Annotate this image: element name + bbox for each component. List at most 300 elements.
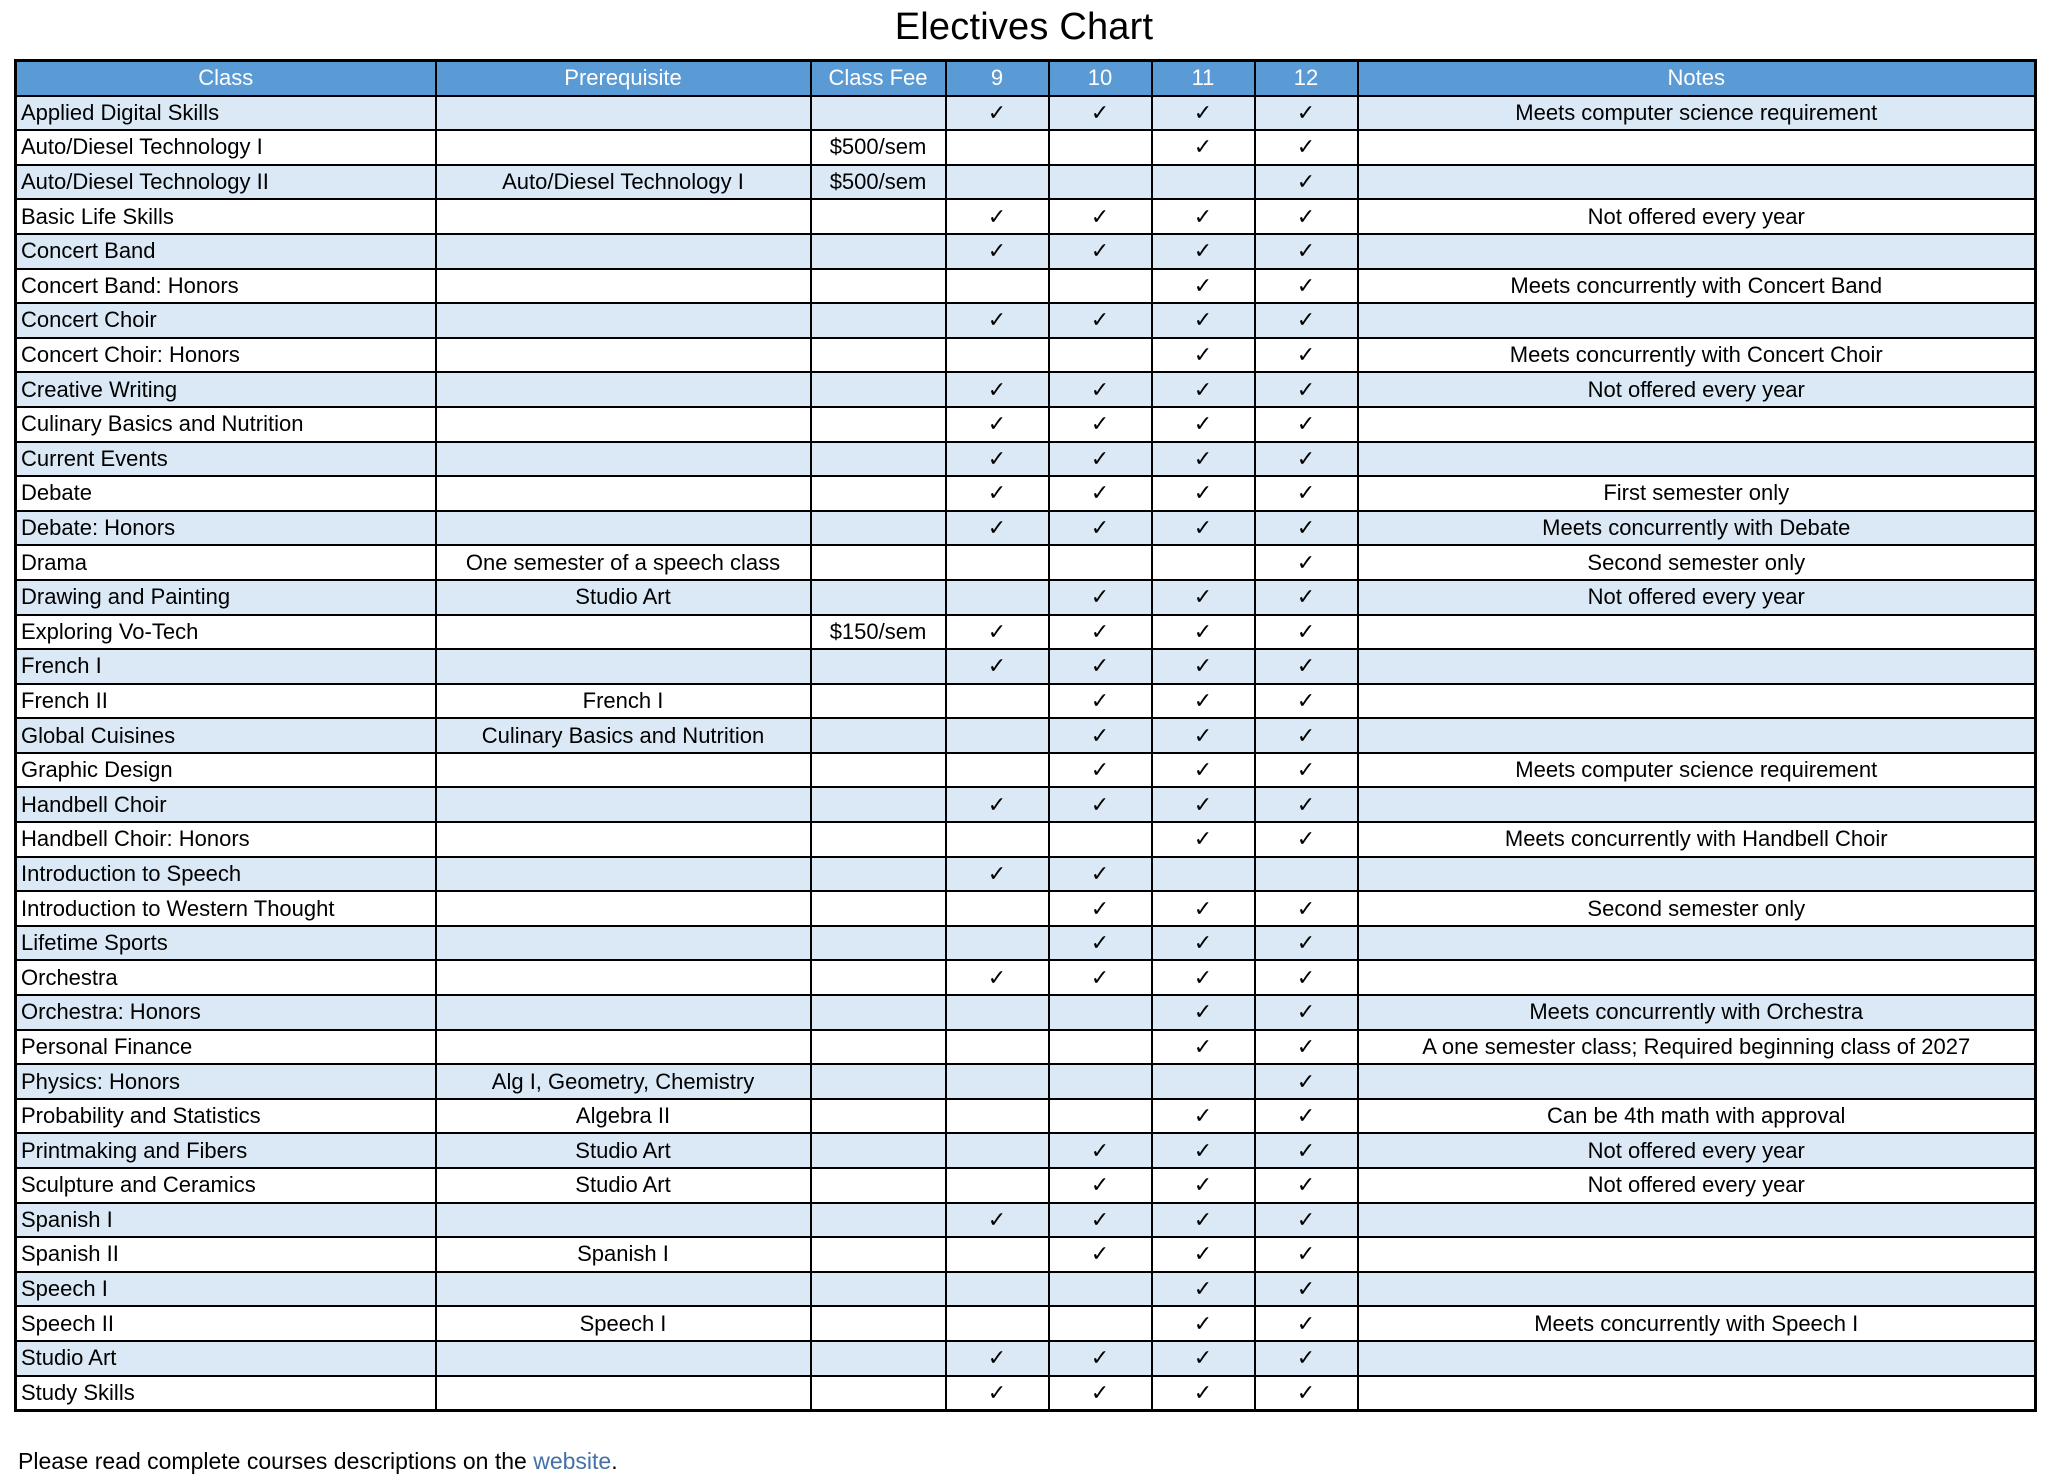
checkmark-icon: ✓	[1296, 342, 1316, 368]
checkmark-icon: ✓	[1090, 757, 1110, 783]
checkmark-icon: ✓	[987, 653, 1007, 679]
cell-class: Printmaking and Fibers	[16, 1133, 436, 1168]
cell-grade-10	[1049, 130, 1152, 165]
cell-grade-11	[1152, 96, 1255, 131]
cell-class: Debate: Honors	[16, 511, 436, 546]
table-row	[16, 511, 2036, 546]
cell-class: Concert Band: Honors	[16, 269, 436, 304]
cell-class-fee	[811, 1064, 946, 1099]
cell-class: Studio Art	[16, 1341, 436, 1376]
table-row	[16, 684, 2036, 719]
checkmark-icon: ✓	[1193, 826, 1213, 852]
cell-grade-12	[1255, 545, 1358, 580]
checkmark-icon: ✓	[1090, 1206, 1110, 1232]
cell-class-fee	[811, 372, 946, 407]
cell-class: Spanish II	[16, 1237, 436, 1272]
checkmark-icon: ✓	[1296, 203, 1316, 229]
column-header-grade-11: 11	[1152, 61, 1255, 96]
checkmark-icon: ✓	[1296, 411, 1316, 437]
cell-notes	[1358, 165, 2036, 200]
cell-prerequisite	[436, 338, 811, 373]
checkmark-icon: ✓	[1193, 515, 1213, 541]
cell-notes: Meets concurrently with Orchestra	[1358, 995, 2036, 1030]
cell-grade-9	[946, 926, 1049, 961]
cell-grade-11	[1152, 1064, 1255, 1099]
cell-grade-10	[1049, 96, 1152, 131]
cell-notes	[1358, 1272, 2036, 1307]
cell-grade-12	[1255, 442, 1358, 477]
cell-notes: First semester only	[1358, 476, 2036, 511]
checkmark-icon: ✓	[1193, 203, 1213, 229]
checkmark-icon: ✓	[1193, 1172, 1213, 1198]
cell-notes: Not offered every year	[1358, 1168, 2036, 1203]
checkmark-icon: ✓	[987, 618, 1007, 644]
cell-prerequisite	[436, 269, 811, 304]
cell-grade-10	[1049, 891, 1152, 926]
cell-notes	[1358, 926, 2036, 961]
cell-class: Speech II	[16, 1306, 436, 1341]
cell-class-fee	[811, 580, 946, 615]
checkmark-icon: ✓	[1090, 964, 1110, 990]
table-row	[16, 199, 2036, 234]
checkmark-icon: ✓	[1193, 1310, 1213, 1336]
table-row	[16, 1272, 2036, 1307]
cell-notes	[1358, 857, 2036, 892]
cell-notes: Can be 4th math with approval	[1358, 1099, 2036, 1134]
cell-class: Basic Life Skills	[16, 199, 436, 234]
table-row	[16, 545, 2036, 580]
checkmark-icon: ✓	[1296, 376, 1316, 402]
checkmark-icon: ✓	[987, 860, 1007, 886]
checkmark-icon: ✓	[1193, 1276, 1213, 1302]
cell-notes: Meets computer science requirement	[1358, 96, 2036, 131]
checkmark-icon: ✓	[987, 411, 1007, 437]
cell-prerequisite	[436, 511, 811, 546]
cell-grade-11	[1152, 1030, 1255, 1065]
cell-grade-12	[1255, 1237, 1358, 1272]
cell-grade-11	[1152, 1237, 1255, 1272]
checkmark-icon: ✓	[1193, 1137, 1213, 1163]
checkmark-icon: ✓	[1090, 376, 1110, 402]
checkmark-icon: ✓	[1193, 1241, 1213, 1267]
cell-grade-12	[1255, 1168, 1358, 1203]
cell-grade-10	[1049, 1099, 1152, 1134]
cell-prerequisite	[436, 787, 811, 822]
cell-class: Orchestra	[16, 960, 436, 995]
checkmark-icon: ✓	[1090, 1137, 1110, 1163]
table-row	[16, 303, 2036, 338]
cell-class: Study Skills	[16, 1376, 436, 1411]
cell-grade-11	[1152, 303, 1255, 338]
cell-grade-11	[1152, 442, 1255, 477]
cell-notes	[1358, 1341, 2036, 1376]
cell-grade-9	[946, 1341, 1049, 1376]
cell-grade-9	[946, 1237, 1049, 1272]
cell-grade-12	[1255, 787, 1358, 822]
cell-grade-10	[1049, 753, 1152, 788]
cell-grade-12	[1255, 580, 1358, 615]
cell-prerequisite	[436, 303, 811, 338]
cell-notes: Second semester only	[1358, 891, 2036, 926]
checkmark-icon: ✓	[1296, 1206, 1316, 1232]
cell-class: Lifetime Sports	[16, 926, 436, 961]
cell-grade-10	[1049, 372, 1152, 407]
cell-class-fee	[811, 1030, 946, 1065]
cell-grade-10	[1049, 580, 1152, 615]
cell-notes: Not offered every year	[1358, 1133, 2036, 1168]
cell-grade-11	[1152, 372, 1255, 407]
checkmark-icon: ✓	[1296, 1345, 1316, 1371]
checkmark-icon: ✓	[1090, 1172, 1110, 1198]
checkmark-icon: ✓	[1296, 307, 1316, 333]
table-body	[16, 96, 2036, 1411]
cell-grade-11	[1152, 130, 1255, 165]
cell-notes: Not offered every year	[1358, 372, 2036, 407]
checkmark-icon: ✓	[1090, 480, 1110, 506]
cell-class-fee	[811, 649, 946, 684]
cell-grade-9	[946, 787, 1049, 822]
checkmark-icon: ✓	[1296, 480, 1316, 506]
cell-grade-12	[1255, 684, 1358, 719]
checkmark-icon: ✓	[1090, 411, 1110, 437]
cell-notes	[1358, 649, 2036, 684]
checkmark-icon: ✓	[1296, 999, 1316, 1025]
cell-prerequisite: Studio Art	[436, 1133, 811, 1168]
cell-grade-12	[1255, 753, 1358, 788]
cell-class: Speech I	[16, 1272, 436, 1307]
checkmark-icon: ✓	[987, 1206, 1007, 1232]
cell-grade-9	[946, 822, 1049, 857]
checkmark-icon: ✓	[1193, 930, 1213, 956]
checkmark-icon: ✓	[1296, 445, 1316, 471]
cell-class-fee	[811, 234, 946, 269]
cell-class: Concert Band	[16, 234, 436, 269]
cell-grade-12	[1255, 1272, 1358, 1307]
cell-grade-11	[1152, 615, 1255, 650]
website-link[interactable]: website	[533, 1448, 612, 1475]
table-row	[16, 580, 2036, 615]
cell-notes	[1358, 1064, 2036, 1099]
table-row	[16, 96, 2036, 131]
table-row	[16, 822, 2036, 857]
cell-class-fee	[811, 338, 946, 373]
cell-grade-10	[1049, 787, 1152, 822]
cell-grade-10	[1049, 857, 1152, 892]
cell-notes: Meets computer science requirement	[1358, 753, 2036, 788]
cell-grade-12	[1255, 1133, 1358, 1168]
checkmark-icon: ✓	[1090, 515, 1110, 541]
checkmark-icon: ✓	[1090, 895, 1110, 921]
footer-text-after: .	[611, 1448, 618, 1475]
checkmark-icon: ✓	[1193, 1103, 1213, 1129]
cell-grade-10	[1049, 926, 1152, 961]
cell-prerequisite: Studio Art	[436, 1168, 811, 1203]
cell-prerequisite	[436, 615, 811, 650]
cell-grade-9	[946, 199, 1049, 234]
cell-grade-12	[1255, 1099, 1358, 1134]
cell-class-fee	[811, 407, 946, 442]
cell-grade-12	[1255, 199, 1358, 234]
cell-class-fee	[811, 1341, 946, 1376]
cell-grade-11	[1152, 1203, 1255, 1238]
cell-prerequisite	[436, 96, 811, 131]
cell-prerequisite	[436, 476, 811, 511]
checkmark-icon: ✓	[987, 791, 1007, 817]
cell-class: Personal Finance	[16, 1030, 436, 1065]
checkmark-icon: ✓	[1090, 238, 1110, 264]
table-row	[16, 1030, 2036, 1065]
cell-grade-12	[1255, 234, 1358, 269]
table-row	[16, 1306, 2036, 1341]
cell-notes: Not offered every year	[1358, 580, 2036, 615]
checkmark-icon: ✓	[1193, 687, 1213, 713]
cell-class-fee	[811, 511, 946, 546]
cell-notes	[1358, 303, 2036, 338]
checkmark-icon: ✓	[1193, 1345, 1213, 1371]
cell-notes	[1358, 960, 2036, 995]
cell-class-fee	[811, 303, 946, 338]
checkmark-icon: ✓	[1193, 411, 1213, 437]
cell-grade-11	[1152, 718, 1255, 753]
cell-grade-10	[1049, 822, 1152, 857]
cell-grade-12	[1255, 891, 1358, 926]
cell-grade-11	[1152, 165, 1255, 200]
cell-grade-10	[1049, 1306, 1152, 1341]
cell-class: Auto/Diesel Technology I	[16, 130, 436, 165]
column-header-class-fee: Class Fee	[811, 61, 946, 96]
cell-class: Handbell Choir: Honors	[16, 822, 436, 857]
table-row	[16, 165, 2036, 200]
checkmark-icon: ✓	[1296, 1276, 1316, 1302]
checkmark-icon: ✓	[987, 238, 1007, 264]
table-row	[16, 372, 2036, 407]
table-row	[16, 649, 2036, 684]
cell-class-fee	[811, 1099, 946, 1134]
cell-grade-10	[1049, 1341, 1152, 1376]
cell-prerequisite	[436, 649, 811, 684]
footer-note	[0, 1412, 2048, 1475]
cell-prerequisite	[436, 442, 811, 477]
cell-class: Current Events	[16, 442, 436, 477]
cell-grade-11	[1152, 649, 1255, 684]
checkmark-icon: ✓	[1296, 1137, 1316, 1163]
cell-prerequisite: Studio Art	[436, 580, 811, 615]
cell-notes: Meets concurrently with Handbell Choir	[1358, 822, 2036, 857]
checkmark-icon: ✓	[1296, 618, 1316, 644]
cell-prerequisite: Algebra II	[436, 1099, 811, 1134]
cell-notes	[1358, 787, 2036, 822]
cell-class-fee	[811, 1203, 946, 1238]
cell-prerequisite	[436, 1203, 811, 1238]
cell-class-fee: $500/sem	[811, 165, 946, 200]
cell-grade-11	[1152, 1168, 1255, 1203]
cell-grade-10	[1049, 1203, 1152, 1238]
table-row	[16, 995, 2036, 1030]
cell-grade-10	[1049, 234, 1152, 269]
table-row	[16, 1168, 2036, 1203]
checkmark-icon: ✓	[987, 515, 1007, 541]
checkmark-icon: ✓	[1090, 653, 1110, 679]
cell-grade-10	[1049, 442, 1152, 477]
checkmark-icon: ✓	[987, 1345, 1007, 1371]
cell-grade-9	[946, 960, 1049, 995]
cell-grade-9	[946, 476, 1049, 511]
cell-prerequisite	[436, 372, 811, 407]
checkmark-icon: ✓	[1090, 930, 1110, 956]
cell-prerequisite: Culinary Basics and Nutrition	[436, 718, 811, 753]
cell-class-fee	[811, 718, 946, 753]
checkmark-icon: ✓	[1090, 687, 1110, 713]
cell-grade-9	[946, 1099, 1049, 1134]
cell-grade-12	[1255, 96, 1358, 131]
cell-grade-9	[946, 718, 1049, 753]
cell-grade-12	[1255, 718, 1358, 753]
table-row	[16, 1237, 2036, 1272]
cell-class: Global Cuisines	[16, 718, 436, 753]
checkmark-icon: ✓	[1296, 1103, 1316, 1129]
table-row	[16, 1376, 2036, 1411]
cell-grade-11	[1152, 1099, 1255, 1134]
checkmark-icon: ✓	[1193, 964, 1213, 990]
cell-grade-10	[1049, 165, 1152, 200]
checkmark-icon: ✓	[1296, 895, 1316, 921]
cell-grade-12	[1255, 857, 1358, 892]
table-row	[16, 234, 2036, 269]
column-header-grade-9: 9	[946, 61, 1049, 96]
cell-class: Physics: Honors	[16, 1064, 436, 1099]
cell-class: Concert Choir: Honors	[16, 338, 436, 373]
cell-grade-9	[946, 1272, 1049, 1307]
table-row	[16, 442, 2036, 477]
cell-grade-9	[946, 615, 1049, 650]
checkmark-icon: ✓	[1193, 584, 1213, 610]
cell-grade-10	[1049, 1376, 1152, 1411]
cell-prerequisite: Auto/Diesel Technology I	[436, 165, 811, 200]
cell-notes	[1358, 615, 2036, 650]
cell-grade-11	[1152, 1376, 1255, 1411]
cell-class: Sculpture and Ceramics	[16, 1168, 436, 1203]
cell-notes	[1358, 407, 2036, 442]
cell-class: Introduction to Speech	[16, 857, 436, 892]
page-title: Electives Chart	[894, 6, 1154, 48]
cell-grade-9	[946, 1203, 1049, 1238]
cell-class: Introduction to Western Thought	[16, 891, 436, 926]
cell-notes: A one semester class; Required beginning class of 2027	[1358, 1030, 2036, 1065]
header-row	[16, 61, 2036, 96]
cell-notes: Not offered every year	[1358, 199, 2036, 234]
checkmark-icon: ✓	[1296, 757, 1316, 783]
cell-grade-11	[1152, 684, 1255, 719]
cell-grade-10	[1049, 269, 1152, 304]
cell-grade-11	[1152, 995, 1255, 1030]
cell-class: French I	[16, 649, 436, 684]
checkmark-icon: ✓	[1090, 722, 1110, 748]
cell-prerequisite	[436, 1341, 811, 1376]
cell-grade-12	[1255, 1203, 1358, 1238]
checkmark-icon: ✓	[1090, 307, 1110, 333]
checkmark-icon: ✓	[1296, 1241, 1316, 1267]
cell-grade-12	[1255, 407, 1358, 442]
table-row	[16, 615, 2036, 650]
cell-grade-9	[946, 165, 1049, 200]
cell-grade-11	[1152, 960, 1255, 995]
checkmark-icon: ✓	[1296, 134, 1316, 160]
checkmark-icon: ✓	[1193, 480, 1213, 506]
cell-notes: Meets concurrently with Concert Choir	[1358, 338, 2036, 373]
checkmark-icon: ✓	[1193, 307, 1213, 333]
cell-grade-12	[1255, 303, 1358, 338]
checkmark-icon: ✓	[1296, 1379, 1316, 1405]
cell-grade-10	[1049, 1030, 1152, 1065]
cell-notes: Meets concurrently with Concert Band	[1358, 269, 2036, 304]
cell-prerequisite: Spanish I	[436, 1237, 811, 1272]
cell-class-fee	[811, 1376, 946, 1411]
checkmark-icon: ✓	[1090, 584, 1110, 610]
cell-prerequisite	[436, 1376, 811, 1411]
table-row	[16, 1099, 2036, 1134]
cell-grade-11	[1152, 269, 1255, 304]
cell-grade-10	[1049, 199, 1152, 234]
checkmark-icon: ✓	[987, 480, 1007, 506]
cell-notes	[1358, 442, 2036, 477]
cell-grade-9	[946, 130, 1049, 165]
cell-class: Drama	[16, 545, 436, 580]
cell-grade-9	[946, 1376, 1049, 1411]
checkmark-icon: ✓	[987, 445, 1007, 471]
cell-prerequisite	[436, 822, 811, 857]
cell-grade-10	[1049, 684, 1152, 719]
cell-grade-9	[946, 649, 1049, 684]
cell-grade-12	[1255, 649, 1358, 684]
cell-grade-11	[1152, 753, 1255, 788]
checkmark-icon: ✓	[1193, 1033, 1213, 1059]
table-row	[16, 1203, 2036, 1238]
cell-grade-11	[1152, 580, 1255, 615]
cell-grade-11	[1152, 891, 1255, 926]
cell-grade-12	[1255, 476, 1358, 511]
cell-prerequisite	[436, 753, 811, 788]
cell-class-fee	[811, 1133, 946, 1168]
cell-grade-11	[1152, 407, 1255, 442]
table-row	[16, 1133, 2036, 1168]
checkmark-icon: ✓	[987, 964, 1007, 990]
cell-prerequisite	[436, 1272, 811, 1307]
cell-grade-12	[1255, 822, 1358, 857]
checkmark-icon: ✓	[1090, 445, 1110, 471]
cell-notes	[1358, 1376, 2036, 1411]
column-header-class: Class	[16, 61, 436, 96]
cell-grade-12	[1255, 511, 1358, 546]
cell-grade-12	[1255, 1341, 1358, 1376]
cell-grade-9	[946, 891, 1049, 926]
cell-grade-9	[946, 545, 1049, 580]
cell-class: Probability and Statistics	[16, 1099, 436, 1134]
checkmark-icon: ✓	[1296, 169, 1316, 195]
cell-grade-10	[1049, 1272, 1152, 1307]
cell-notes	[1358, 130, 2036, 165]
cell-class-fee	[811, 1272, 946, 1307]
checkmark-icon: ✓	[1090, 860, 1110, 886]
cell-grade-11	[1152, 857, 1255, 892]
cell-grade-9	[946, 269, 1049, 304]
cell-grade-12	[1255, 615, 1358, 650]
cell-grade-9	[946, 234, 1049, 269]
cell-notes	[1358, 718, 2036, 753]
cell-grade-10	[1049, 718, 1152, 753]
cell-grade-10	[1049, 1237, 1152, 1272]
cell-grade-11	[1152, 1272, 1255, 1307]
checkmark-icon: ✓	[1296, 964, 1316, 990]
